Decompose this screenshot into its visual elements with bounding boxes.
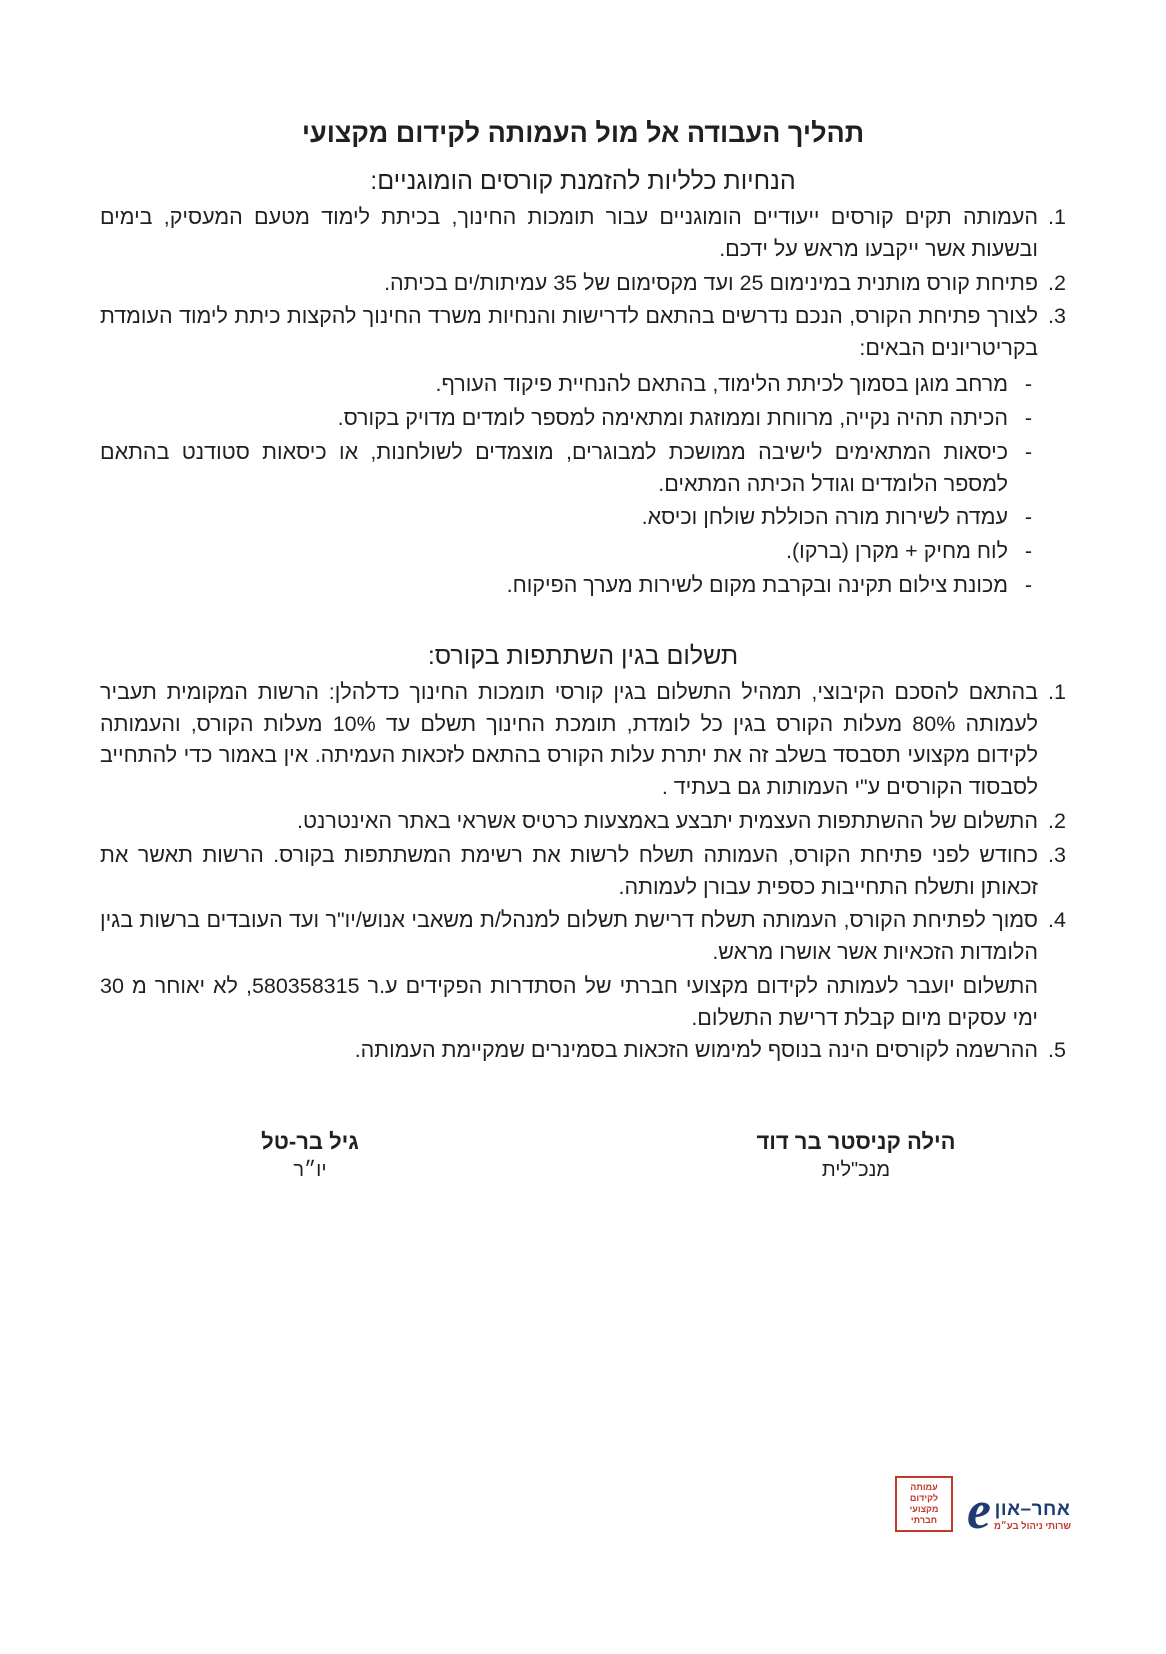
- payment-transfer-note: התשלום יועבר לעמותה לקידום מקצועי חברתי של הסתדרות הפקידים ע.ר 580358315, לא יאוחר מ 30 ימי עסקים מיום קבלת דרישת התשלום.: [100, 974, 1038, 1030]
- ahar-on-logo-icon: [966, 1479, 1071, 1540]
- list-item-text: סמוך לפתיחת הקורס, העמותה תשלח דרישת תשלום למנהל/ת משאבי אנוש/יו"ר ועד העובדים ברשות בגין הלומדות הזכאיות אשר אושרו מראש.: [100, 908, 1038, 965]
- list-item-text: עמדה לשירות מורה הכוללת שולחן וכיסא.: [641, 505, 1008, 530]
- list-item: [100, 806, 1066, 838]
- list-item: [100, 536, 1032, 568]
- dash-bullet-icon: -: [1024, 405, 1032, 430]
- signature-role: מנכ"לית: [821, 1158, 891, 1181]
- amuta-logo-line-4: חברתי: [910, 1515, 938, 1526]
- footer-logos: [895, 1476, 1071, 1540]
- list-item-text: כיסאות המתאימים לישיבה ממושכת למבוגרים, מוצמדים לשולחנות, או כיסאות סטודנט בהתאם למספר הלומדים וגודל הכיתה המתאים.: [100, 439, 1008, 496]
- signature-ceo: [706, 1129, 1006, 1182]
- list-item: [100, 437, 1032, 501]
- list-item-number: 4.: [1048, 908, 1066, 933]
- list-item-number: 1.: [1048, 205, 1066, 229]
- dash-bullet-icon: -: [1024, 372, 1032, 397]
- section-heading-payment: תשלום בגין השתתפות בקורס:: [427, 641, 739, 670]
- amuta-logo-line-3: מקצועי: [909, 1504, 939, 1515]
- list-item: [100, 1035, 1066, 1067]
- page-title: תהליך העבודה אל מול העמותה לקידום מקצועי: [301, 118, 865, 148]
- list-item-number: 1.: [1048, 679, 1066, 704]
- list-item-text: התשלום של ההשתתפות העצמית יתבצע באמצעות כרטיס אשראי באתר האינטרנט.: [297, 809, 1038, 833]
- list-item-number: 2.: [1048, 809, 1066, 833]
- list-item: [100, 677, 1066, 804]
- list-item-text: כחודש לפני פתיחת הקורס, העמותה תשלח לרשות את רשימת המשתתפות בקורס. הרשות תאשר את זכאותן ותשלח התחייבות כספית עבורן לעמותה.: [100, 842, 1038, 899]
- list-item-text: בהתאם להסכם הקיבוצי, תמהיל התשלום בגין קורסי תומכות החינוך כדלהלן: הרשות המקומית תעביר לעמותה 80% מעלות הקורס בגין כל לומדת, תומכת החינוך תשלם עד 10% מעלות הקורס, והעמותה לקידום מקצועי תסבסד בשלב זה את יתרת עלות הקורס בהתאם לזכאות העמיתה. אין באמור כדי להתחייב לסבסוד הקורסים ע"י העמותות גם בעתיד .: [100, 679, 1038, 800]
- list-item-number: 5.: [1048, 1037, 1066, 1062]
- list-item: [100, 369, 1032, 401]
- signature-chairman: [160, 1129, 460, 1182]
- list-item-text: העמותה תקים קורסים ייעודיים הומוגניים עבור תומכות החינוך, בכיתת לימוד מטעם המעסיק, בימים ובשעות אשר ייקבעו מראש על ידכם.: [100, 205, 1038, 261]
- signature-role: יו״ר: [293, 1158, 327, 1181]
- section-heading-general-guidelines: הנחיות כלליות להזמנת קורסים הומוגניים:: [370, 167, 796, 195]
- list-item: [100, 905, 1066, 969]
- amuta-logo-line-1: עמותה: [910, 1482, 938, 1493]
- signature-name: גיל בר-טל: [261, 1128, 359, 1154]
- list-item-number: 3.: [1048, 842, 1066, 867]
- payment-list: [100, 677, 1066, 969]
- list-item-text: מכונת צילום תקינה ובקרבת מקום לשירות מערך הפיקוח.: [506, 572, 1008, 597]
- list-item-number: 2.: [1048, 270, 1066, 295]
- list-item-text: פתיחת קורס מותנית במינימום 25 ועד מקסימום של 35 עמיתות/ים בכיתה.: [384, 270, 1038, 295]
- amuta-logo-line-2: לקידום: [909, 1493, 939, 1504]
- list-item-number: 3.: [1048, 304, 1066, 329]
- list-item: [100, 202, 1066, 266]
- list-item: [100, 301, 1066, 365]
- list-item: [100, 403, 1032, 435]
- list-item-text: מרחב מוגן בסמוך לכיתת הלימוד, בהתאם להנחיית פיקוד העורף.: [435, 372, 1008, 397]
- dash-bullet-icon: -: [1024, 572, 1032, 597]
- list-item-text: לצורך פתיחת הקורס, הנכם נדרשים בהתאם לדרישות והנחיות משרד החינוך להקצות כיתת לימוד העומדת בקריטריונים הבאים:: [100, 304, 1038, 361]
- dash-bullet-icon: -: [1024, 439, 1032, 464]
- dash-bullet-icon: -: [1024, 539, 1032, 564]
- list-item: [100, 840, 1066, 904]
- signature-name: הילה קניסטר בר דוד: [756, 1128, 956, 1154]
- ahar-on-logo-tagline: שרותי ניהול בע״מ: [993, 1520, 1071, 1532]
- signature-block: [100, 1129, 1066, 1182]
- ahar-on-logo-name: אחר–און: [994, 1498, 1071, 1520]
- list-item-text: ההרשמה לקורסים הינה בנוסף למימוש הזכאות בסמינרים שמקיימת העמותה.: [354, 1037, 1038, 1062]
- list-item-text: הכיתה תהיה נקייה, מרווחת וממוזגת ומתאימה למספר לומדים מדויק בקורס.: [337, 405, 1008, 430]
- ahar-on-logo-text: [994, 1500, 1071, 1532]
- list-item-text: לוח מחיק + מקרן (ברקו).: [786, 539, 1008, 564]
- general-guidelines-list: [100, 202, 1066, 365]
- list-item: [100, 570, 1032, 602]
- dash-bullet-icon: -: [1024, 505, 1032, 530]
- payment-list-continued: [100, 1035, 1066, 1067]
- classroom-criteria-list: [100, 369, 1066, 602]
- amuta-logo-icon: [895, 1476, 953, 1532]
- ahar-on-logo-mark-icon: e: [966, 1479, 991, 1540]
- list-item: [100, 502, 1032, 534]
- list-item: [100, 268, 1066, 300]
